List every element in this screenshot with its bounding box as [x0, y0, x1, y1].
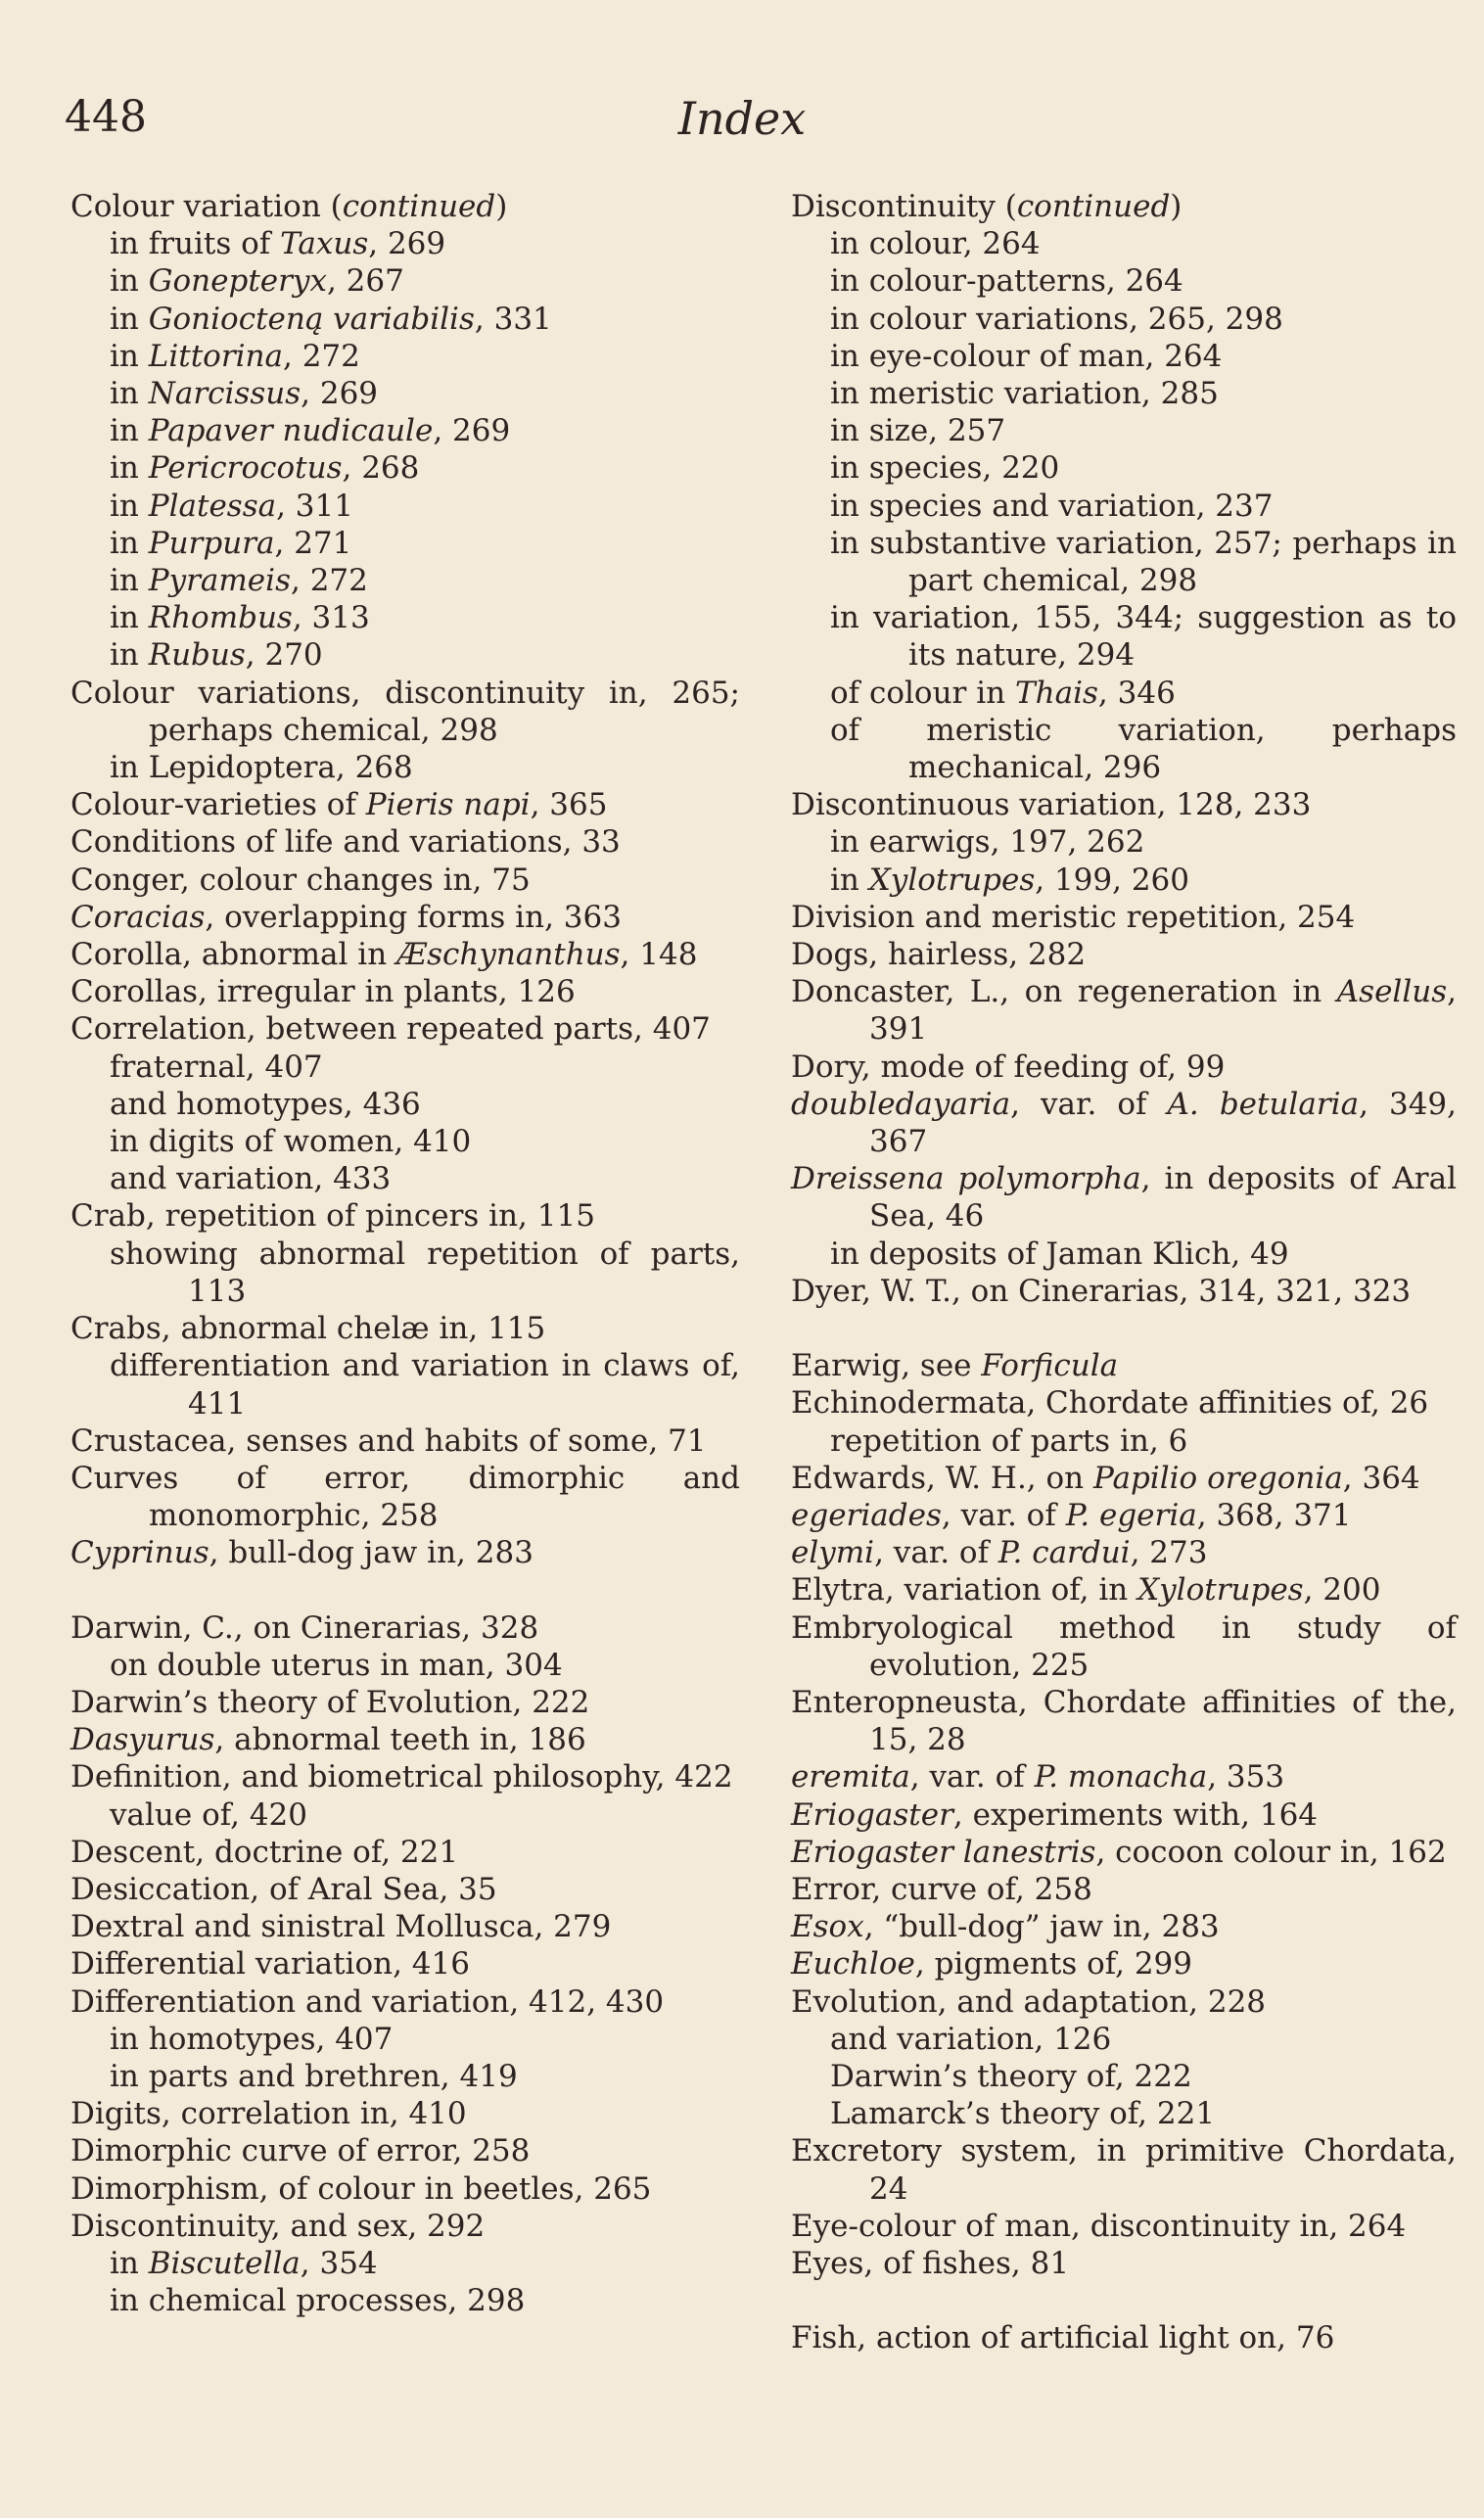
entry-text: in	[110, 338, 149, 374]
italic-term: Asellus	[1336, 974, 1448, 1010]
italic-term: P. egeria	[1065, 1497, 1197, 1533]
italic-term: A. betularia	[1167, 1086, 1360, 1122]
letter-section-gap	[791, 2282, 1457, 2319]
entry-text: in fruits of	[110, 226, 281, 262]
index-entry	[70, 1908, 740, 1945]
entry-text: Differential variation, 416	[70, 1946, 470, 1982]
entry-text: in species, 220	[830, 450, 1060, 487]
entry-text: Conger, colour changes in, 75	[70, 862, 531, 898]
index-subentry	[70, 636, 740, 674]
index-subentry	[791, 412, 1457, 449]
index-subentry	[70, 599, 740, 636]
italic-term: doubledayaria	[791, 1086, 1011, 1122]
entry-text: , 269	[301, 376, 379, 412]
entry-text: Excretory system, in primitive Chordata, 24	[791, 2133, 1457, 2207]
entry-text: in	[110, 637, 149, 674]
page-number: 448	[65, 92, 147, 142]
index-subentry	[70, 375, 740, 412]
index-subentry	[791, 2095, 1457, 2132]
entry-text: Enteropneusta, Chordate affinities of the, 15, 28	[791, 1684, 1457, 1758]
entry-text: Dimorphic curve of error, 258	[70, 2133, 531, 2169]
entry-text: , var. of	[1010, 1086, 1168, 1122]
entry-text: in	[110, 488, 149, 524]
index-entry	[791, 2132, 1457, 2207]
entry-text: in	[110, 563, 149, 599]
entry-text: Dyer, W. T., on Cinerarias, 314, 321, 323	[791, 1273, 1412, 1309]
index-entry	[791, 1796, 1457, 1834]
index-entry	[791, 936, 1457, 973]
italic-term: Rubus	[148, 637, 246, 674]
entry-text: in	[110, 600, 149, 636]
letter-section-gap	[791, 1310, 1457, 1347]
italic-term: Æschynanthus	[396, 937, 621, 973]
entry-text: Doncaster, L., on regeneration in	[791, 974, 1337, 1010]
italic-term: egeriades	[791, 1497, 942, 1533]
page-title: Index	[677, 92, 807, 145]
entry-text: Descent, doctrine of, 221	[70, 1834, 459, 1870]
italic-term: Platessa	[148, 488, 277, 524]
entry-text: , 272	[283, 338, 360, 374]
index-entry	[791, 1460, 1457, 1497]
entry-text: Crabs, abnormal chelæ in, 115	[70, 1311, 546, 1347]
entry-text: , 199, 260	[1035, 862, 1190, 898]
italic-term: eremita	[791, 1759, 910, 1795]
italic-term: Littorina	[148, 338, 283, 374]
entry-text: Discontinuity, and sex, 292	[70, 2208, 486, 2244]
entry-text: Error, curve of, 258	[791, 1871, 1092, 1907]
index-entry	[70, 2170, 740, 2208]
index-subentry	[70, 262, 740, 300]
entry-text: Dory, mode of feeding of, 99	[791, 1049, 1226, 1085]
index-entry	[70, 2208, 740, 2245]
entry-text: )	[1170, 189, 1183, 224]
italic-term: continued	[1016, 189, 1171, 224]
index-entry	[791, 1908, 1457, 1945]
entry-text: Digits, correlation in, 410	[70, 2096, 467, 2132]
entry-text: Colour variations, discontinuity in, 265; perhaps chemical, 298	[70, 675, 740, 748]
index-subentry	[791, 2058, 1457, 2095]
index-entry	[791, 1384, 1457, 1422]
index-subentry	[791, 488, 1457, 525]
entry-text: , 364	[1342, 1460, 1420, 1496]
index-column-right	[791, 188, 1457, 2356]
entry-text: in substantive variation, 257; perhaps in part chemical, 298	[830, 525, 1457, 599]
index-subentry	[70, 2245, 740, 2282]
italic-term: Taxus	[280, 226, 369, 262]
entry-text: Dogs, hairless, 282	[791, 937, 1087, 973]
entry-text: Colour variation (	[70, 189, 343, 224]
entry-text: Division and meristic repetition, 254	[791, 899, 1356, 935]
entry-text: Curves of error, dimorphic and monomorphic, 258	[70, 1460, 740, 1534]
italic-term: Dreissena polymorpha	[791, 1161, 1141, 1197]
entry-text: Dimorphism, of colour in beetles, 265	[70, 2170, 652, 2207]
index-entry	[791, 1086, 1457, 1160]
entry-text: Embryological method in study of evolution, 225	[791, 1609, 1457, 1683]
index-subentry	[791, 823, 1457, 861]
entry-text: , 273	[1130, 1535, 1208, 1571]
italic-term: Eriogaster	[791, 1796, 953, 1833]
entry-text: value of, 420	[110, 1796, 307, 1833]
entry-text: Eye-colour of man, discontinuity in, 264	[791, 2208, 1407, 2244]
italic-term: Forficula	[981, 1348, 1119, 1384]
entry-text: in colour-patterns, 264	[830, 263, 1183, 300]
entry-text: , experiments with, 164	[952, 1796, 1319, 1833]
entry-text: in digits of women, 410	[110, 1124, 472, 1160]
italic-term: Coracias	[70, 899, 206, 935]
entry-text: in size, 257	[830, 413, 1006, 449]
entry-text: , cocoon colour in, 162	[1095, 1834, 1447, 1870]
entry-text: , 365	[530, 787, 608, 823]
entry-text: , var. of	[874, 1535, 998, 1571]
index-entry	[791, 1273, 1457, 1310]
entry-text: , 391	[869, 974, 1457, 1048]
index-subentry	[791, 599, 1457, 674]
entry-text: of meristic variation, perhaps mechanical, 296	[830, 712, 1457, 786]
entry-text: in parts and brethren, 419	[110, 2058, 518, 2094]
index-entry	[791, 1571, 1457, 1609]
index-entry	[791, 1609, 1457, 1684]
entry-text: , pigments of, 299	[914, 1946, 1193, 1982]
italic-term: Biscutella	[148, 2245, 301, 2281]
entry-text: in colour, 264	[830, 226, 1041, 262]
entry-text: Crustacea, senses and habits of some, 71	[70, 1422, 707, 1459]
index-entry	[791, 1758, 1457, 1795]
index-subentry	[791, 862, 1457, 899]
index-entry	[791, 1347, 1457, 1384]
italic-term: Goniocteną variabilis	[148, 301, 475, 337]
italic-term: P. cardui	[997, 1535, 1131, 1571]
index-subentry	[791, 262, 1457, 300]
index-entry	[791, 899, 1457, 936]
entry-text: Fish, action of artificial light on, 76	[791, 2320, 1335, 2356]
index-subentry	[70, 1347, 740, 1422]
entry-text: , 354	[300, 2245, 378, 2281]
entry-text: Darwin, C., on Cinerarias, 328	[70, 1609, 539, 1646]
entry-text: in	[110, 301, 149, 337]
entry-text: , 346	[1097, 675, 1176, 711]
entry-text: Lamarck’s theory of, 221	[830, 2096, 1216, 2132]
entry-text: Elytra, variation of, in	[791, 1572, 1138, 1609]
italic-term: Pericrocotus	[148, 450, 343, 487]
entry-text: in	[830, 862, 869, 898]
index-subentry	[70, 449, 740, 487]
entry-text: Evolution, and adaptation, 228	[791, 1983, 1267, 2020]
index-entry	[70, 899, 740, 936]
index-entry	[70, 1460, 740, 1534]
index-subentry	[791, 225, 1457, 262]
index-entry	[791, 1983, 1457, 2021]
entry-text: Conditions of life and variations, 33	[70, 824, 621, 861]
entry-text: in species and variation, 237	[830, 488, 1274, 524]
index-subentry	[70, 2021, 740, 2058]
entry-text: in	[110, 413, 149, 449]
italic-term: Rhombus	[148, 600, 293, 636]
index-subentry	[70, 1049, 740, 1086]
entry-text: Corolla, abnormal in	[70, 937, 397, 973]
entry-text: in deposits of Jaman Klich, 49	[830, 1236, 1289, 1272]
entry-text: Discontinuity (	[791, 189, 1017, 224]
entry-text: repetition of parts in, 6	[830, 1422, 1188, 1459]
entry-text: fraternal, 407	[110, 1049, 323, 1085]
entry-text: in eye-colour of man, 264	[830, 338, 1223, 374]
italic-term: Narcissus	[148, 376, 301, 412]
entry-text: , 269	[433, 413, 511, 449]
index-subentry	[70, 1647, 740, 1684]
index-entry	[791, 1534, 1457, 1571]
entry-text: , overlapping forms in, 363	[205, 899, 622, 935]
index-column-left	[70, 188, 740, 2319]
index-entry	[70, 936, 740, 973]
italic-term: Papaver nudicaule	[148, 413, 434, 449]
entry-text: Echinodermata, Chordate affinities of, 26	[791, 1385, 1429, 1422]
entry-text: , var. of	[941, 1497, 1066, 1533]
index-subentry	[70, 562, 740, 599]
index-subentry	[70, 338, 740, 375]
index-subentry	[70, 1160, 740, 1197]
entry-text: Correlation, between repeated parts, 407	[70, 1011, 711, 1048]
entry-text: , 148	[620, 937, 698, 973]
entry-text: in homotypes, 407	[110, 2021, 394, 2057]
index-entry	[70, 1197, 740, 1235]
italic-term: Purpura	[148, 525, 275, 561]
index-subentry	[791, 375, 1457, 412]
index-entry	[791, 1497, 1457, 1534]
index-entry	[70, 1758, 740, 1795]
entry-text: , 267	[326, 263, 404, 300]
entry-text: , 311	[276, 488, 353, 524]
italic-term: Esox	[791, 1909, 864, 1945]
index-subentry	[70, 525, 740, 562]
index-entry	[70, 823, 740, 861]
italic-term: Cyprinus	[70, 1535, 209, 1571]
italic-term: Euchloe	[791, 1946, 915, 1982]
index-entry	[791, 2319, 1457, 2356]
entry-text: in	[110, 2245, 149, 2281]
italic-term: Gonepteryx	[148, 263, 327, 300]
index-entry	[791, 1684, 1457, 1758]
index-subentry	[70, 2058, 740, 2095]
entry-text: Definition, and biometrical philosophy, 422	[70, 1759, 733, 1795]
index-subentry	[70, 749, 740, 786]
entry-text: in earwigs, 197, 262	[830, 824, 1145, 861]
entry-text: of colour in	[830, 675, 1015, 711]
index-subentry	[791, 449, 1457, 487]
entry-text: in chemical processes, 298	[110, 2283, 526, 2319]
index-subentry	[791, 675, 1457, 712]
entry-text: Eyes, of fishes, 81	[791, 2245, 1070, 2281]
index-subentry	[70, 301, 740, 338]
italic-term: Xylotrupes	[868, 862, 1036, 898]
entry-text: Desiccation, of Aral Sea, 35	[70, 1871, 497, 1907]
index-entry	[791, 1945, 1457, 1982]
index-entry	[70, 2132, 740, 2169]
italic-term: Pieris napi	[365, 787, 531, 823]
entry-text: in variation, 155, 344; suggestion as to its nature, 294	[830, 600, 1457, 674]
index-subentry	[70, 1123, 740, 1160]
index-entry	[791, 1160, 1457, 1235]
entry-text: , 313	[292, 600, 370, 636]
entry-text: and homotypes, 436	[110, 1086, 421, 1122]
entry-text: Colour-varieties of	[70, 787, 366, 823]
entry-text: Edwards, W. H., on	[791, 1460, 1094, 1496]
index-subentry	[791, 712, 1457, 786]
italic-term: Xylotrupes	[1137, 1572, 1304, 1609]
index-subentry	[791, 301, 1457, 338]
italic-term: Papilio oregonia	[1093, 1460, 1343, 1496]
entry-text: Darwin’s theory of Evolution, 222	[70, 1684, 590, 1720]
index-entry	[791, 786, 1457, 823]
italic-term: P. monacha	[1034, 1759, 1208, 1795]
index-entry	[70, 862, 740, 899]
index-entry	[791, 188, 1457, 225]
index-entry	[791, 1871, 1457, 1908]
index-entry	[70, 2095, 740, 2132]
entry-text: in Lepidoptera, 268	[110, 750, 413, 786]
index-subentry	[70, 1796, 740, 1834]
index-subentry	[70, 488, 740, 525]
index-subentry	[70, 1236, 740, 1310]
index-subentry	[791, 1422, 1457, 1460]
index-entry	[70, 188, 740, 225]
entry-text: showing abnormal repetition of parts, 113	[110, 1236, 740, 1309]
index-entry	[70, 786, 740, 823]
index-subentry	[70, 225, 740, 262]
entry-text: in	[110, 525, 149, 561]
index-entry	[70, 973, 740, 1010]
entry-text: , “bull-dog” jaw in, 283	[863, 1909, 1220, 1945]
entry-text: in meristic variation, 285	[830, 376, 1219, 412]
italic-term: Thais	[1014, 675, 1098, 711]
index-entry	[70, 1945, 740, 1982]
index-subentry	[791, 525, 1457, 599]
index-entry	[70, 1010, 740, 1048]
index-entry	[70, 1310, 740, 1347]
index-entry	[791, 2245, 1457, 2282]
entry-text: , var. of	[909, 1759, 1035, 1795]
entry-text: Discontinuous variation, 128, 233	[791, 787, 1312, 823]
entry-text: in colour variations, 265, 298	[830, 301, 1283, 337]
entry-text: Dextral and sinistral Mollusca, 279	[70, 1909, 612, 1945]
index-entry	[70, 1609, 740, 1647]
entry-text: Darwin’s theory of, 222	[830, 2058, 1192, 2094]
italic-term: Pyrameis	[148, 563, 291, 599]
entry-text: )	[495, 189, 508, 224]
entry-text: on double uterus in man, 304	[110, 1647, 563, 1683]
entry-text: , 353	[1207, 1759, 1285, 1795]
entry-text: , 269	[368, 226, 446, 262]
index-entry	[791, 973, 1457, 1048]
entry-text: , 349, 367	[869, 1086, 1457, 1160]
index-subentry	[791, 1236, 1457, 1273]
entry-text: , bull-dog jaw in, 283	[209, 1535, 533, 1571]
index-subentry	[791, 338, 1457, 375]
letter-section-gap	[70, 1572, 740, 1609]
entry-text: and variation, 126	[830, 2021, 1112, 2057]
entry-text: , 268	[342, 450, 420, 487]
entry-text: differentiation and variation in claws of, 411	[110, 1348, 740, 1422]
entry-text: in	[110, 263, 149, 300]
index-entry	[70, 1422, 740, 1460]
entry-text: in	[110, 450, 149, 487]
entry-text: , 200	[1303, 1572, 1381, 1609]
italic-term: Dasyurus	[70, 1722, 215, 1758]
index-subentry	[791, 2021, 1457, 2058]
entry-text: , abnormal teeth in, 186	[214, 1722, 586, 1758]
index-entry	[791, 1834, 1457, 1871]
italic-term: elymi	[791, 1535, 875, 1571]
index-entry	[70, 675, 740, 749]
index-entry	[791, 2208, 1457, 2245]
index-subentry	[70, 1086, 740, 1123]
entry-text: Crab, repetition of pincers in, 115	[70, 1198, 595, 1235]
entry-text: , in deposits of Aral Sea, 46	[869, 1161, 1457, 1235]
entry-text: , 270	[245, 637, 323, 674]
entry-text: Differentiation and variation, 412, 430	[70, 1983, 665, 2020]
italic-term: continued	[342, 189, 496, 224]
index-entry	[70, 1834, 740, 1871]
index-entry	[70, 1534, 740, 1571]
index-entry	[70, 1983, 740, 2021]
index-entry	[791, 1049, 1457, 1086]
index-entry	[70, 1684, 740, 1721]
index-subentry	[70, 2282, 740, 2319]
entry-text: in	[110, 376, 149, 412]
index-entry	[70, 1871, 740, 1908]
entry-text: and variation, 433	[110, 1161, 392, 1197]
entry-text: Corollas, irregular in plants, 126	[70, 974, 576, 1010]
index-entry	[70, 1721, 740, 1758]
entry-text: Earwig, see	[791, 1348, 982, 1384]
entry-text: , 271	[274, 525, 352, 561]
entry-text: , 272	[290, 563, 368, 599]
index-subentry	[70, 412, 740, 449]
italic-term: Eriogaster lanestris	[791, 1834, 1096, 1870]
entry-text: , 368, 371	[1196, 1497, 1352, 1533]
entry-text: , 331	[474, 301, 552, 337]
